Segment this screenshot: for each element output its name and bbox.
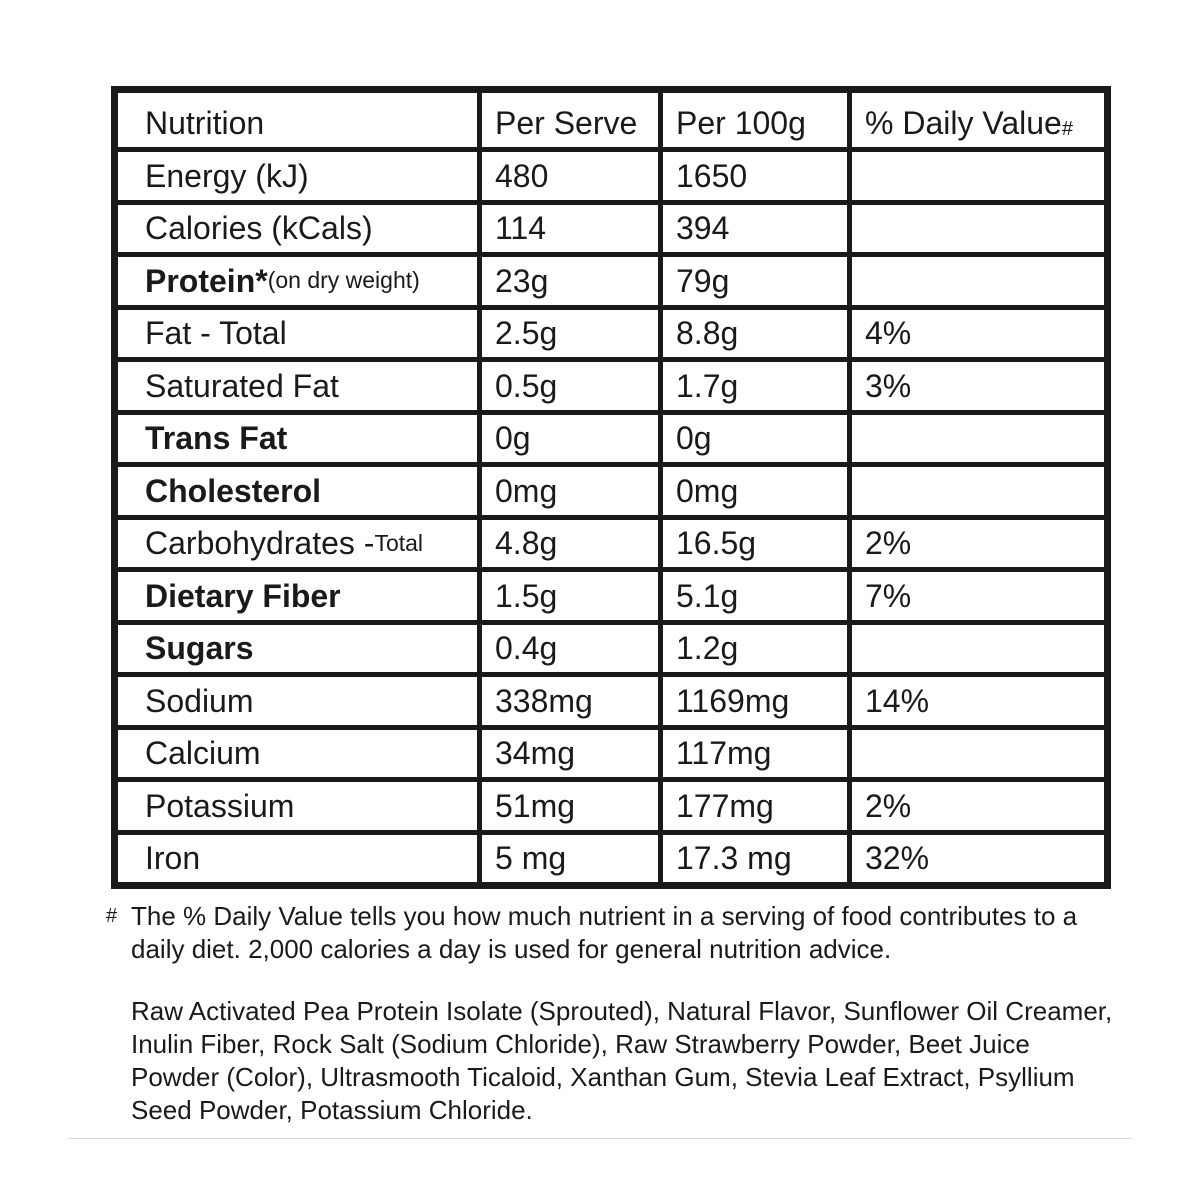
row-potassium-name xyxy=(118,782,477,830)
nutrient-note: (on dry weight) xyxy=(267,267,420,294)
row-saturated-fat-name xyxy=(118,362,477,410)
row-calcium-name xyxy=(118,730,477,778)
value-per-100g: 1.2g xyxy=(676,630,739,667)
row-protein-dv xyxy=(852,257,1104,305)
value-per-serve: 34mg xyxy=(495,735,576,772)
header-daily-value-mark: # xyxy=(1061,118,1073,140)
nutrition-table xyxy=(111,86,1111,889)
row-sugars-dv xyxy=(852,625,1104,673)
row-iron-name xyxy=(118,835,477,883)
row-sodium-per-100g xyxy=(663,677,847,725)
daily-value-footnote xyxy=(106,900,1116,966)
row-dietary-fiber-per-100g xyxy=(663,572,847,620)
row-cholesterol-name xyxy=(118,467,477,515)
value-per-serve: 0.5g xyxy=(495,367,558,404)
nutrient-label: Calcium xyxy=(145,735,261,772)
value-daily-value: 2% xyxy=(865,525,912,562)
header-per-serve-label: Per Serve xyxy=(495,105,638,141)
header-nutrition-label: Nutrition xyxy=(145,105,265,141)
row-calcium-per-100g xyxy=(663,730,847,778)
value-per-serve: 114 xyxy=(495,210,547,247)
row-calories-per-100g xyxy=(663,205,847,253)
row-dietary-fiber-dv xyxy=(852,572,1104,620)
row-calories-name xyxy=(118,205,477,253)
value-per-100g: 5.1g xyxy=(676,577,739,614)
value-per-serve: 1.5g xyxy=(495,577,558,614)
row-protein-per-serve xyxy=(482,257,658,305)
footnote-text: The % Daily Value tells you how much nutrient in a serving of food contributes to a daily diet. 2,000 calories a day is used for general nutrition advice. xyxy=(131,901,1078,964)
value-per-serve: 0.4g xyxy=(495,630,558,667)
row-trans-fat-per-100g xyxy=(663,415,847,463)
value-per-100g: 16.5g xyxy=(676,525,757,562)
row-fat-total-name xyxy=(118,310,477,358)
row-potassium-dv xyxy=(852,782,1104,830)
row-energy-name xyxy=(118,152,477,200)
row-carbohydrates-per-100g xyxy=(663,520,847,568)
row-cholesterol-per-100g xyxy=(663,467,847,515)
nutrient-label: Dietary Fiber xyxy=(145,577,341,614)
value-per-serve: 2.5g xyxy=(495,315,558,352)
value-per-100g: 394 xyxy=(676,210,730,247)
nutrient-label: Sugars xyxy=(145,630,254,667)
row-dietary-fiber-name xyxy=(118,572,477,620)
row-fat-total-per-serve xyxy=(482,310,658,358)
ingredients-list: Raw Activated Pea Protein Isolate (Sprouted), Natural Flavor, Sunflower Oil Creamer, Inulin Fiber, Rock Salt (Sodium Chloride), Raw Strawberry Powder, Beet Juice Powder (Color), Ultrasmooth Ticaloid, Xanthan Gum, Stevia Leaf Extract, Psyllium Seed Powder, Potassium Chloride. xyxy=(131,996,1113,1125)
nutrient-label: Energy (kJ) xyxy=(145,157,309,194)
row-trans-fat-name xyxy=(118,415,477,463)
nutrient-label: Calories (kCals) xyxy=(145,210,373,247)
row-saturated-fat-dv xyxy=(852,362,1104,410)
value-per-serve: 5 mg xyxy=(495,840,567,877)
row-sugars-per-100g xyxy=(663,625,847,673)
nutrition-grid xyxy=(118,93,1104,882)
row-sugars-per-serve xyxy=(482,625,658,673)
value-per-100g: 79g xyxy=(676,262,730,299)
value-per-serve: 23g xyxy=(495,262,549,299)
value-per-serve: 51mg xyxy=(495,787,576,824)
nutrient-label: Sodium xyxy=(145,682,254,719)
nutrient-label: Iron xyxy=(145,840,201,877)
value-daily-value: 2% xyxy=(865,787,912,824)
value-per-100g: 8.8g xyxy=(676,315,739,352)
row-cholesterol-dv xyxy=(852,467,1104,515)
row-sodium-name xyxy=(118,677,477,725)
header-daily-value-label: % Daily Value xyxy=(865,105,1062,141)
row-potassium-per-serve xyxy=(482,782,658,830)
nutrient-note: Total xyxy=(374,529,424,556)
bottom-divider xyxy=(68,1138,1132,1139)
value-per-100g: 17.3 mg xyxy=(676,840,792,877)
value-per-100g: 0g xyxy=(676,420,712,457)
row-carbohydrates-dv xyxy=(852,520,1104,568)
row-iron-dv xyxy=(852,835,1104,883)
row-saturated-fat-per-serve xyxy=(482,362,658,410)
value-daily-value: 4% xyxy=(865,315,912,352)
value-per-serve: 480 xyxy=(495,157,549,194)
row-energy-dv xyxy=(852,152,1104,200)
nutrient-label: Potassium xyxy=(145,787,295,824)
row-calories-per-serve xyxy=(482,205,658,253)
header-nutrition xyxy=(118,93,477,147)
row-cholesterol-per-serve xyxy=(482,467,658,515)
value-per-serve: 0mg xyxy=(495,472,558,509)
row-potassium-per-100g xyxy=(663,782,847,830)
value-per-100g: 1650 xyxy=(676,157,748,194)
row-fat-total-per-100g xyxy=(663,310,847,358)
value-per-100g: 0mg xyxy=(676,472,739,509)
header-per-100g xyxy=(663,93,847,147)
value-daily-value: 32% xyxy=(865,840,930,877)
footnote-mark: # xyxy=(106,905,118,927)
value-daily-value: 14% xyxy=(865,682,930,719)
value-per-100g: 1169mg xyxy=(676,682,790,719)
nutrient-label: Trans Fat xyxy=(145,420,288,457)
row-trans-fat-dv xyxy=(852,415,1104,463)
row-sodium-per-serve xyxy=(482,677,658,725)
value-daily-value: 3% xyxy=(865,367,912,404)
value-per-serve: 0g xyxy=(495,420,531,457)
value-per-100g: 117mg xyxy=(676,735,772,772)
row-dietary-fiber-per-serve xyxy=(482,572,658,620)
nutrient-label: Fat - Total xyxy=(145,315,287,352)
header-per-serve xyxy=(482,93,658,147)
row-calories-dv xyxy=(852,205,1104,253)
row-fat-total-dv xyxy=(852,310,1104,358)
row-iron-per-100g xyxy=(663,835,847,883)
header-per-100g-label: Per 100g xyxy=(676,105,806,141)
value-daily-value: 7% xyxy=(865,577,912,614)
row-calcium-dv xyxy=(852,730,1104,778)
nutrient-label: Protein* xyxy=(145,262,268,299)
header-daily-value xyxy=(852,93,1104,147)
value-per-serve: 338mg xyxy=(495,682,593,719)
value-per-100g: 1.7g xyxy=(676,367,739,404)
row-iron-per-serve xyxy=(482,835,658,883)
row-sugars-name xyxy=(118,625,477,673)
row-energy-per-serve xyxy=(482,152,658,200)
row-carbohydrates-per-serve xyxy=(482,520,658,568)
nutrient-label: Cholesterol xyxy=(145,472,322,509)
row-calcium-per-serve xyxy=(482,730,658,778)
value-per-serve: 4.8g xyxy=(495,525,558,562)
row-trans-fat-per-serve xyxy=(482,415,658,463)
row-sodium-dv xyxy=(852,677,1104,725)
row-protein-per-100g xyxy=(663,257,847,305)
row-protein-name xyxy=(118,257,477,305)
row-carbohydrates-name xyxy=(118,520,477,568)
row-saturated-fat-per-100g xyxy=(663,362,847,410)
nutrient-label: Carbohydrates - xyxy=(145,525,375,562)
nutrient-label: Saturated Fat xyxy=(145,367,339,404)
row-energy-per-100g xyxy=(663,152,847,200)
value-per-100g: 177mg xyxy=(676,787,774,824)
